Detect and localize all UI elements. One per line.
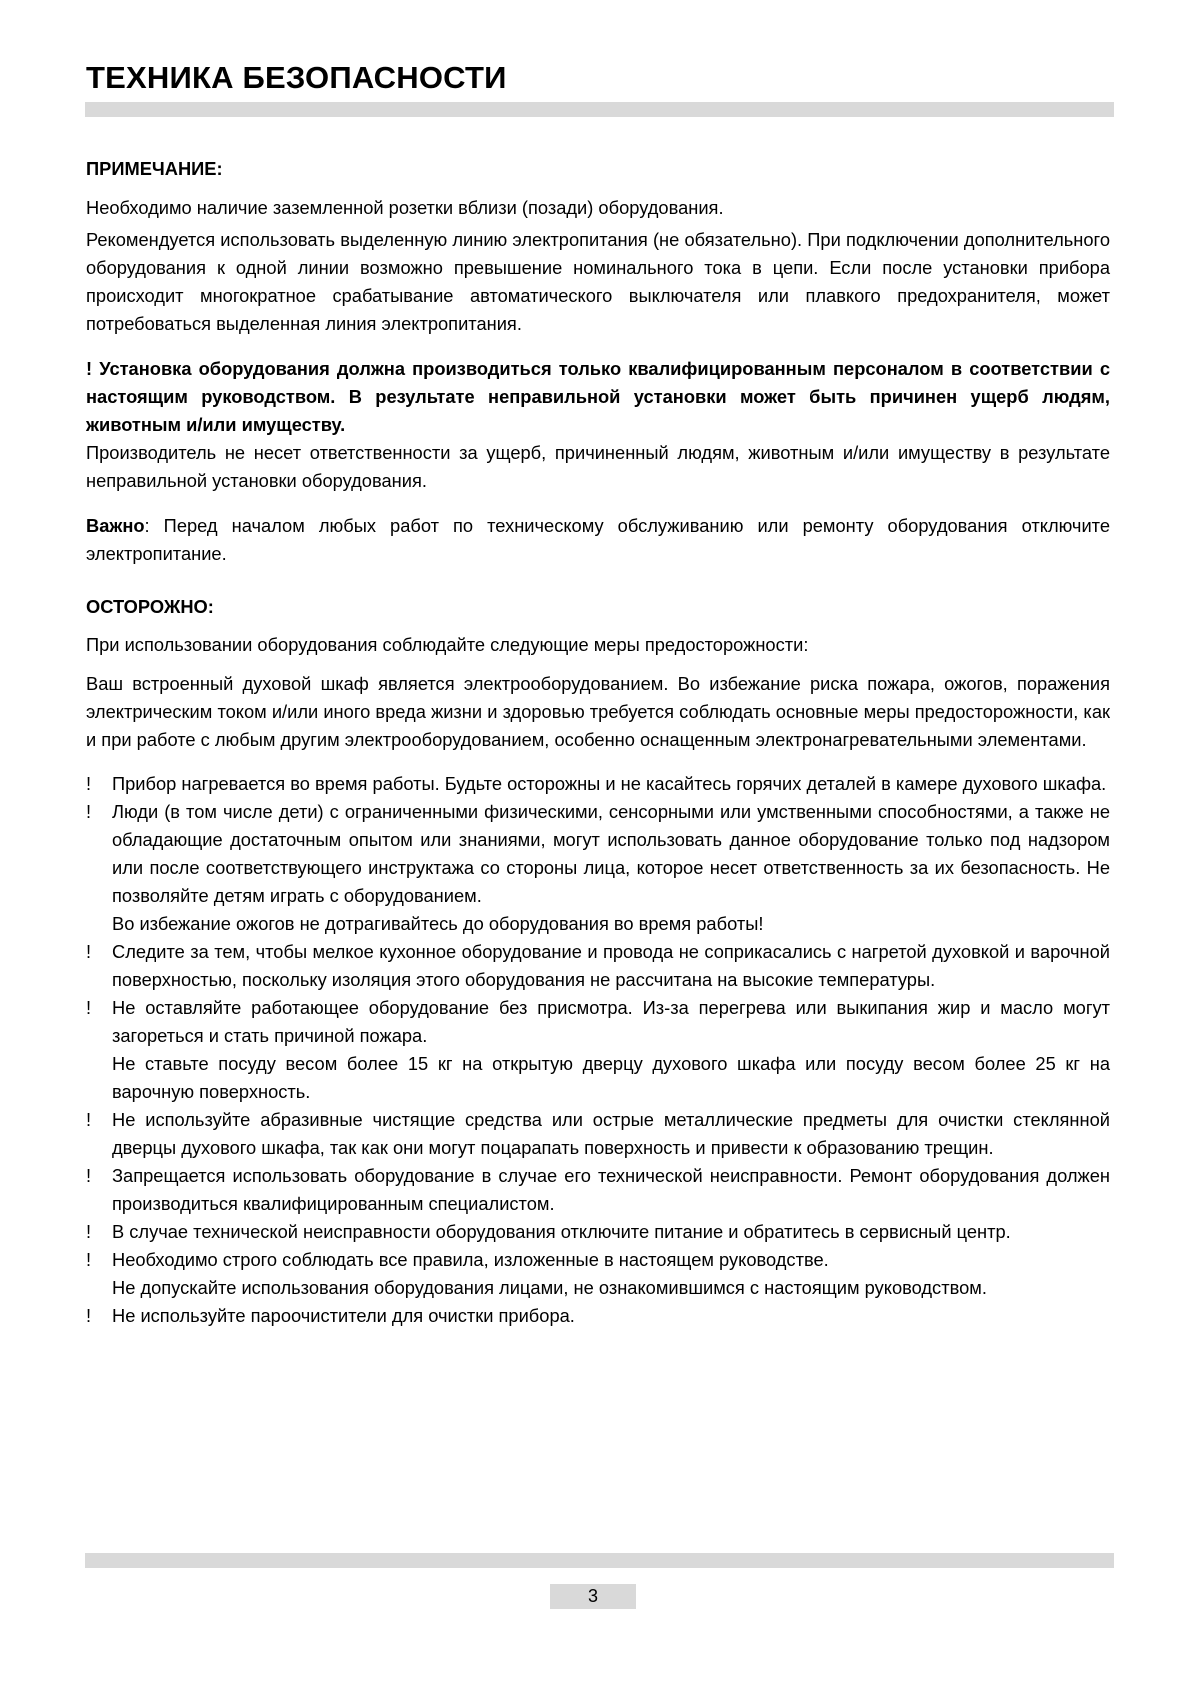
important-paragraph [86,512,1110,568]
list-item-note: Не допускайте использования оборудования лицами, не ознакомившимся с настоящим руководством. [112,1277,987,1298]
caution-intro: При использовании оборудования соблюдайте следующие меры предосторожности: [86,634,809,655]
list-item [86,938,1110,994]
list-item [86,1162,1110,1218]
footer-divider [85,1553,1114,1568]
list-item-text: Не оставляйте работающее оборудование без присмотра. Из-за перегрева или выкипания жир и масло могут загореться и стать причиной пожара. [112,997,1110,1046]
list-item [86,1106,1110,1162]
bullet-mark: ! [86,1305,92,1326]
list-item-text: Запрещается использовать оборудование в случае его технической неисправности. Ремонт оборудования должен производиться квалифицированным специалистом. [112,1165,1110,1214]
list-item [86,770,1110,798]
important-text: : Перед началом любых работ по техническому обслуживанию или ремонту оборудования отключите электропитание. [86,515,1110,564]
list-item [86,1302,1110,1330]
bullet-mark: ! [86,773,92,794]
list-item-text: В случае технической неисправности оборудования отключите питание и обратитесь в сервисный центр. [112,1221,1011,1242]
header-divider [85,102,1114,117]
list-item-text: Следите за тем, чтобы мелкое кухонное оборудование и провода не соприкасались с нагретой духовкой и варочной поверхностью, поскольку изоляция этого оборудования не рассчитана на высокие температуры. [112,941,1110,990]
bullet-mark: ! [86,997,92,1018]
list-item [86,1246,1110,1274]
note-paragraph: Рекомендуется использовать выделенную линию электропитания (не обязательно). При подключении дополнительного оборудования к одной линии возможно превышение номинального тока в цепи. Если после установки прибора происходит многократное срабатывание автоматического выключателя или плавкого предохранителя, может потребоваться выделенная линия электропитания. [86,229,1110,334]
list-item [86,994,1110,1050]
list-item-note: Не ставьте посуду весом более 15 кг на открытую дверцу духового шкафа или посуду весом более 25 кг на варочную поверхность. [112,1053,1110,1102]
installation-warning: ! Установка оборудования должна производиться только квалифицированным персоналом в соответствии с настоящим руководством. В результате неправильной установки может быть причинен ущерб людям, животным и/или имуществу. [86,358,1110,435]
bullet-mark: ! [86,1221,92,1242]
list-item-text: Необходимо строго соблюдать все правила, изложенные в настоящем руководстве. [112,1249,829,1270]
page-title: ТЕХНИКА БЕЗОПАСНОСТИ [86,60,507,95]
caution-heading: ОСТОРОЖНО: [86,596,214,617]
bullet-mark: ! [86,1109,92,1130]
note-heading: ПРИМЕЧАНИЕ: [86,158,223,179]
list-item-text: Люди (в том числе дети) с ограниченными физическими, сенсорными или умственными способностями, а также не обладающие достаточным опытом или знаниями, могут использовать данное оборудование только под надзором или после соответствующего инструктажа со стороны лица, которое несет ответственность за их безопасность. Не позволяйте детям играть с оборудованием. [112,801,1110,906]
list-item-text: Не используйте абразивные чистящие средства или острые металлические предметы для очистки стеклянной дверцы духового шкафа, так как они могут поцарапать поверхность и привести к образованию трещин. [112,1109,1110,1158]
bullet-mark: ! [86,801,92,822]
important-label: Важно [86,515,145,536]
note-paragraph: Необходимо наличие заземленной розетки вблизи (позади) оборудования. [86,197,724,218]
caution-list [86,770,1110,1330]
page-number: 3 [550,1584,636,1609]
note-paragraph: Производитель не несет ответственности за ущерб, причиненный людям, животным и/или имуществу в результате неправильной установки оборудования. [86,442,1110,491]
bullet-mark: ! [86,1165,92,1186]
list-item [86,1218,1110,1246]
list-item [86,798,1110,910]
list-item-text: Прибор нагревается во время работы. Будьте осторожны и не касайтесь горячих деталей в камере духового шкафа. [112,773,1107,794]
caution-paragraph: Ваш встроенный духовой шкаф является электрооборудованием. Во избежание риска пожара, ожогов, поражения электрическим током и/или иного вреда жизни и здоровью требуется соблюдать основные меры предосторожности, как и при работе с любым другим электрооборудованием, особенно оснащенным электронагревательными элементами. [86,673,1110,750]
bullet-mark: ! [86,1249,92,1270]
bullet-mark: ! [86,941,92,962]
page-content [86,155,1110,1330]
list-item-text: Не используйте пароочистители для очистки прибора. [112,1305,575,1326]
list-item-note: Во избежание ожогов не дотрагивайтесь до оборудования во время работы! [112,913,764,934]
